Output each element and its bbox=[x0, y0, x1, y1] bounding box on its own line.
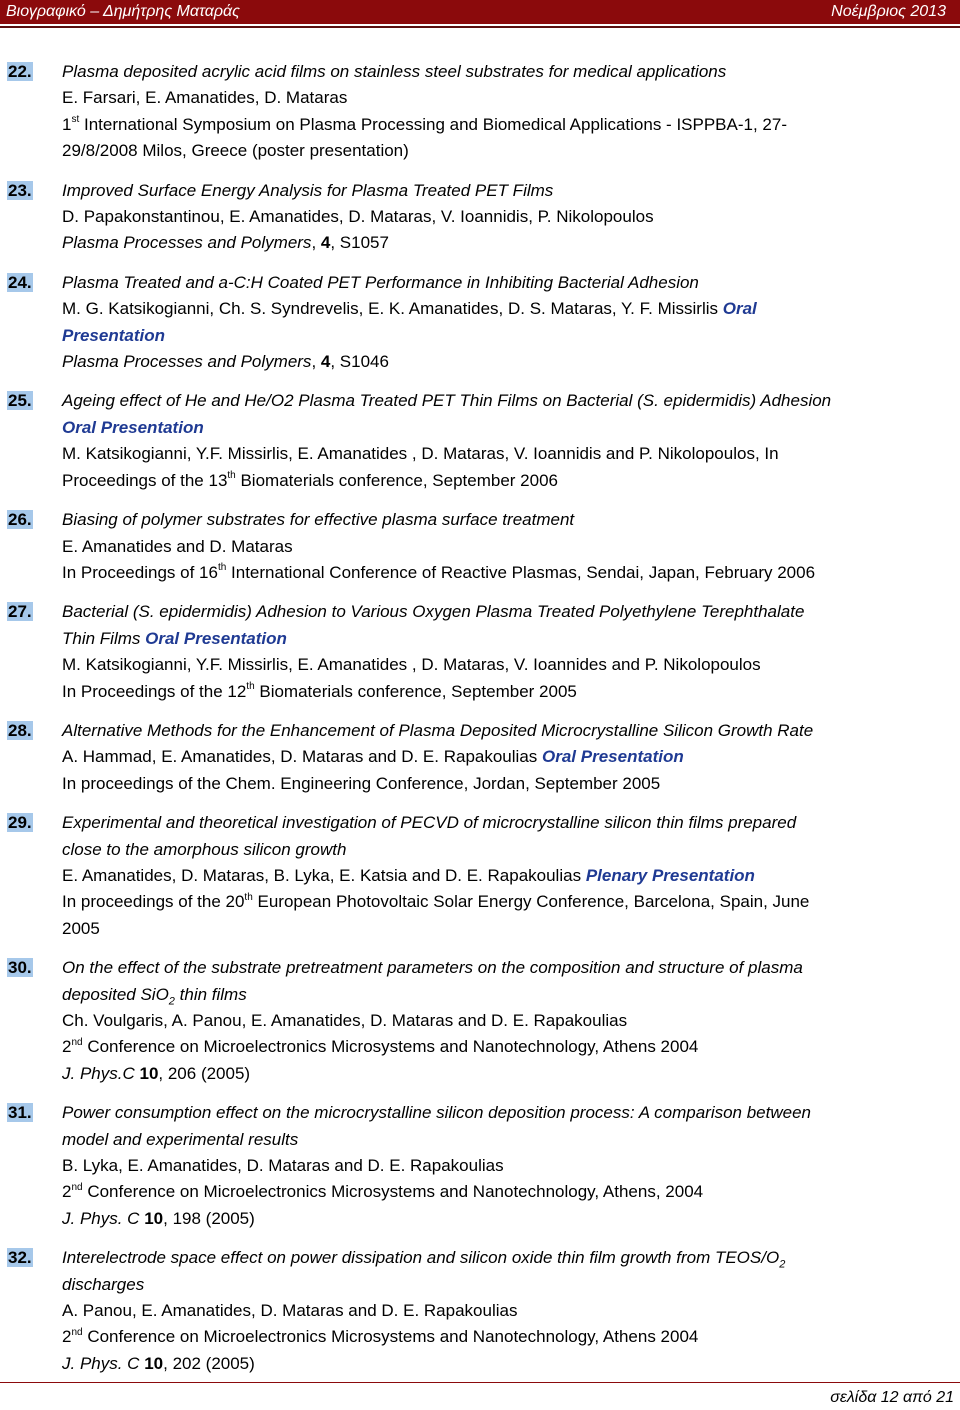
publication-venue: In Proceedings of 16th International Conference of Reactive Plasmas, Sendai, Japan, February 2006 bbox=[62, 562, 816, 582]
publication-number: 30. bbox=[8, 958, 32, 978]
publication-authors: E. Amanatides, D. Mataras, B. Lyka, E. Katsia and D. E. Rapakoulias Plenary Presentation bbox=[62, 865, 755, 885]
publication-title: On the effect of the substrate pretreatment parameters on the composition and structure of plasma bbox=[62, 958, 803, 978]
publication-title: Plasma Treated and a-C:H Coated PET Performance in Inhibiting Bacterial Adhesion bbox=[62, 272, 699, 292]
publication-title: Experimental and theoretical investigation of PECVD of microcrystalline silicon thin films prepared bbox=[62, 813, 797, 833]
header-divider bbox=[0, 26, 960, 28]
publication-28 bbox=[0, 718, 960, 797]
publication-authors: M. Katsikogianni, Y.F. Missirlis, E. Amanatides , D. Mataras, V. Ioannidis and P. Nikolopoulos, In bbox=[62, 444, 779, 464]
publication-number: 27. bbox=[8, 602, 32, 622]
publication-venue: In proceedings of the 20th European Photovoltaic Solar Energy Conference, Barcelona, Spain, June bbox=[62, 891, 810, 912]
publication-title-cont: close to the amorphous silicon growth bbox=[62, 839, 347, 859]
page-header bbox=[0, 0, 960, 24]
publication-title: Power consumption effect on the microcrystalline silicon deposition process: A comparison between bbox=[62, 1103, 811, 1123]
publication-title: Alternative Methods for the Enhancement of Plasma Deposited Microcrystalline Silicon Growth Rate bbox=[62, 720, 814, 740]
publication-25 bbox=[0, 388, 960, 494]
publication-authors: B. Lyka, E. Amanatides, D. Mataras and D. E. Rapakoulias bbox=[62, 1156, 504, 1176]
publication-venue-cont: 29/8/2008 Milos, Greece (poster presentation) bbox=[62, 141, 409, 161]
publication-number: 26. bbox=[8, 510, 32, 530]
publication-23 bbox=[0, 178, 960, 257]
presentation-label: Oral Presentation bbox=[62, 417, 204, 437]
presentation-label: Oral Presentation bbox=[145, 628, 287, 648]
publication-authors: M. G. Katsikogianni, Ch. S. Syndrevelis, E. K. Amanatides, D. S. Mataras, Y. F. Missirlis Oral bbox=[62, 299, 757, 319]
publication-authors: D. Papakonstantinou, E. Amanatides, D. Mataras, V. Ioannidis, P. Nikolopoulos bbox=[62, 207, 654, 227]
publication-title-cont: deposited SiO$_2$ thin films bbox=[62, 984, 247, 1007]
publication-24 bbox=[0, 270, 960, 376]
presentation-label: Plenary Presentation bbox=[585, 865, 755, 885]
publication-venue: 2nd Conference on Microelectronics Microsystems and Nanotechnology, Athens 2004 bbox=[62, 1036, 699, 1057]
header-title: Βιογραφικό – Δημήτρης Ματαράς bbox=[6, 3, 240, 20]
publication-authors: E. Amanatides and D. Mataras bbox=[62, 536, 293, 556]
publication-title-cont: Thin Films Oral Presentation bbox=[62, 628, 287, 648]
presentation-label: Oral Presentation bbox=[542, 747, 684, 767]
publication-authors: Ch. Voulgaris, A. Panou, E. Amanatides, D. Mataras and D. E. Rapakoulias bbox=[62, 1011, 628, 1030]
publication-authors: E. Farsari, E. Amanatides, D. Mataras bbox=[62, 88, 348, 108]
publication-journal: Plasma Processes and Polymers, 4, S1057 bbox=[62, 233, 389, 253]
publication-number: 23. bbox=[8, 180, 32, 200]
publication-journal: J. Phys. C 10, 202 (2005) bbox=[62, 1353, 255, 1373]
publication-number: 32. bbox=[8, 1248, 32, 1268]
publication-30 bbox=[0, 955, 960, 1087]
presentation-label: Oral bbox=[722, 299, 757, 319]
publication-32 bbox=[0, 1245, 960, 1377]
publication-authors: A. Hammad, E. Amanatides, D. Mataras and D. E. Rapakoulias Oral Presentation bbox=[62, 747, 684, 767]
publication-title-cont: model and experimental results bbox=[62, 1129, 299, 1149]
publication-title: Biasing of polymer substrates for effective plasma surface treatment bbox=[62, 510, 575, 530]
publication-venue: In Proceedings of the 12th Biomaterials conference, September 2005 bbox=[62, 680, 577, 701]
publication-journal: J. Phys.C 10, 206 (2005) bbox=[62, 1063, 251, 1083]
publication-title: Interelectrode space effect on power dissipation and silicon oxide thin film growth from TEOS/$O_2$ bbox=[62, 1248, 786, 1271]
publication-number: 31. bbox=[8, 1103, 32, 1123]
publication-27 bbox=[0, 599, 960, 705]
publication-venue: 1st International Symposium on Plasma Processing and Biomedical Applications - ISPPBA-1, 27- bbox=[62, 114, 787, 134]
publication-22 bbox=[0, 59, 960, 165]
footer-divider bbox=[0, 1382, 960, 1383]
publication-list bbox=[0, 59, 960, 1390]
publication-title: Plasma deposited acrylic acid films on stainless steel substrates for medical applications bbox=[62, 62, 727, 81]
publication-title: Bacterial (S. epidermidis) Adhesion to Various Oxygen Plasma Treated Polyethylene Terephthalate bbox=[62, 602, 805, 622]
publication-number: 25. bbox=[8, 391, 32, 411]
publication-journal: Plasma Processes and Polymers, 4, S1046 bbox=[62, 352, 389, 372]
publication-26 bbox=[0, 507, 960, 586]
publication-number: 29. bbox=[8, 813, 32, 833]
publication-number: 24. bbox=[8, 272, 32, 292]
publication-title: Ageing effect of He and He/O2 Plasma Treated PET Thin Films on Bacterial (S. epidermidis) Adhesion bbox=[62, 391, 832, 411]
publication-title-cont: discharges bbox=[62, 1274, 145, 1294]
publication-venue-cont: 2005 bbox=[62, 918, 100, 938]
publication-title: Improved Surface Energy Analysis for Plasma Treated PET Films bbox=[62, 180, 554, 200]
publication-venue: In proceedings of the Chem. Engineering Conference, Jordan, September 2005 bbox=[62, 773, 661, 793]
presentation-label: Presentation bbox=[62, 325, 165, 345]
header-date: Νοέμβριος 2013 bbox=[831, 3, 946, 20]
publication-authors: M. Katsikogianni, Y.F. Missirlis, E. Amanatides , D. Mataras, V. Ioannides and P. Nikolopoulos bbox=[62, 655, 761, 675]
publication-number: 22. bbox=[8, 62, 32, 81]
publication-venue: 2nd Conference on Microelectronics Microsystems and Nanotechnology, Athens, 2004 bbox=[62, 1181, 704, 1202]
publication-number: 28. bbox=[8, 720, 32, 740]
page-number: σελίδα 12 από 21 bbox=[830, 1389, 954, 1406]
publication-31 bbox=[0, 1100, 960, 1232]
publication-venue: Proceedings of the 13th Biomaterials conference, September 2006 bbox=[62, 470, 558, 490]
publication-authors: A. Panou, E. Amanatides, D. Mataras and D. E. Rapakoulias bbox=[62, 1301, 518, 1321]
publication-journal: J. Phys. C 10, 198 (2005) bbox=[62, 1208, 255, 1228]
publication-29 bbox=[0, 810, 960, 942]
publication-venue: 2nd Conference on Microelectronics Microsystems and Nanotechnology, Athens 2004 bbox=[62, 1326, 699, 1347]
